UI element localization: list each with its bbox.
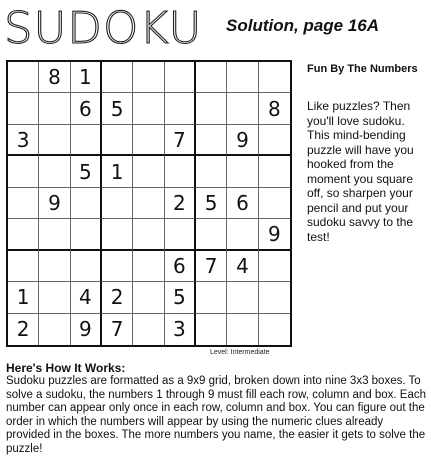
sudoku-cell[interactable]: 3 [165,314,196,345]
sudoku-cell[interactable] [165,219,196,250]
sudoku-cell[interactable]: 5 [102,93,133,124]
instructions-title: Here's How It Works: [6,361,126,375]
sudoku-cell[interactable] [71,188,102,219]
sudoku-cell[interactable]: 6 [227,188,258,219]
sudoku-cell[interactable] [165,156,196,187]
sudoku-cell[interactable]: 5 [196,188,227,219]
sudoku-cell[interactable] [39,314,70,345]
sudoku-cell[interactable] [133,125,164,156]
sudoku-cell[interactable] [133,156,164,187]
sudoku-cell[interactable] [196,156,227,187]
sudoku-cell[interactable]: 6 [71,93,102,124]
sudoku-cell[interactable] [39,282,70,313]
sidebar-title: Fun By The Numbers [307,63,418,75]
sudoku-cell[interactable]: 3 [8,125,39,156]
sudoku-cell[interactable]: 2 [165,188,196,219]
sudoku-cell[interactable] [259,156,290,187]
sudoku-cell[interactable]: 1 [71,62,102,93]
sudoku-cell[interactable] [8,156,39,187]
sudoku-cell[interactable] [259,251,290,282]
sudoku-cell[interactable] [71,219,102,250]
sidebar-text: Like puzzles? Then you'll love sudoku. This mind-bending puzzle will have you hooked from the moment you square off, so sharpen your pencil and put your sudoku savvy to the test! [307,99,414,244]
sudoku-cell[interactable] [133,314,164,345]
sudoku-cell[interactable] [196,62,227,93]
sudoku-logo: SUDOKU [4,3,203,54]
sudoku-cell[interactable] [259,62,290,93]
sudoku-grid [6,60,292,347]
sudoku-cell[interactable]: 5 [71,156,102,187]
sudoku-cell[interactable] [165,93,196,124]
sudoku-cell[interactable] [259,125,290,156]
sudoku-cell[interactable] [102,62,133,93]
sudoku-cell[interactable] [227,282,258,313]
sudoku-cell[interactable] [133,62,164,93]
sudoku-cell[interactable] [8,62,39,93]
sudoku-cell[interactable] [39,251,70,282]
solution-reference: Solution, page 16A [226,16,380,35]
sudoku-cell[interactable] [133,219,164,250]
sudoku-cell[interactable]: 9 [71,314,102,345]
sudoku-cell[interactable] [133,93,164,124]
sudoku-cell[interactable]: 4 [71,282,102,313]
sudoku-cell[interactable] [71,125,102,156]
sudoku-cell[interactable] [102,251,133,282]
sudoku-cell[interactable] [227,156,258,187]
sudoku-cell[interactable] [102,219,133,250]
instructions-text: Sudoku puzzles are formatted as a 9x9 grid, broken down into nine 3x3 boxes. To solve a sudoku, the numbers 1 through 9 must fill each row, column and box. Each number can appear only once in each row, column and box. You can figure out the order in which the numbers will appear by using the numeric clues already provided in the boxes. The more numbers you name, the easier it gets to solve the puzzle! [6,375,426,455]
sudoku-cell[interactable] [71,251,102,282]
sudoku-cell[interactable] [8,93,39,124]
sudoku-cell[interactable] [102,188,133,219]
sudoku-cell[interactable]: 1 [102,156,133,187]
sudoku-cell[interactable]: 9 [259,219,290,250]
sudoku-cell[interactable] [227,314,258,345]
difficulty-level: Level: Intermediate [210,349,270,356]
sudoku-cell[interactable] [165,62,196,93]
sudoku-cell[interactable] [8,251,39,282]
sudoku-cell[interactable]: 8 [39,62,70,93]
sudoku-cell[interactable] [196,219,227,250]
sudoku-cell[interactable] [39,156,70,187]
sudoku-cell[interactable]: 2 [8,314,39,345]
sudoku-cell[interactable] [196,93,227,124]
sudoku-cell[interactable]: 7 [102,314,133,345]
sudoku-cell[interactable]: 7 [165,125,196,156]
sudoku-cell[interactable] [196,314,227,345]
sudoku-cell[interactable] [133,282,164,313]
sudoku-cell[interactable]: 1 [8,282,39,313]
sudoku-cell[interactable] [196,282,227,313]
sudoku-cell[interactable]: 9 [227,125,258,156]
sudoku-cell[interactable] [39,93,70,124]
sudoku-cell[interactable] [39,125,70,156]
sudoku-cell[interactable] [133,188,164,219]
sudoku-cell[interactable]: 7 [196,251,227,282]
sudoku-cell[interactable] [259,188,290,219]
sudoku-cell[interactable] [8,219,39,250]
sudoku-cell[interactable]: 2 [102,282,133,313]
sudoku-cell[interactable]: 8 [259,93,290,124]
sudoku-cell[interactable]: 9 [39,188,70,219]
sudoku-cell[interactable] [133,251,164,282]
sudoku-cell[interactable]: 5 [165,282,196,313]
sudoku-cell[interactable] [8,188,39,219]
sudoku-cell[interactable] [259,314,290,345]
sudoku-cell[interactable] [39,219,70,250]
sudoku-cell[interactable] [259,282,290,313]
sudoku-cell[interactable] [227,93,258,124]
sudoku-cell[interactable]: 4 [227,251,258,282]
sudoku-cell[interactable] [102,125,133,156]
sudoku-cell[interactable]: 6 [165,251,196,282]
sudoku-cell[interactable] [196,125,227,156]
sudoku-cell[interactable] [227,62,258,93]
sudoku-cell[interactable] [227,219,258,250]
